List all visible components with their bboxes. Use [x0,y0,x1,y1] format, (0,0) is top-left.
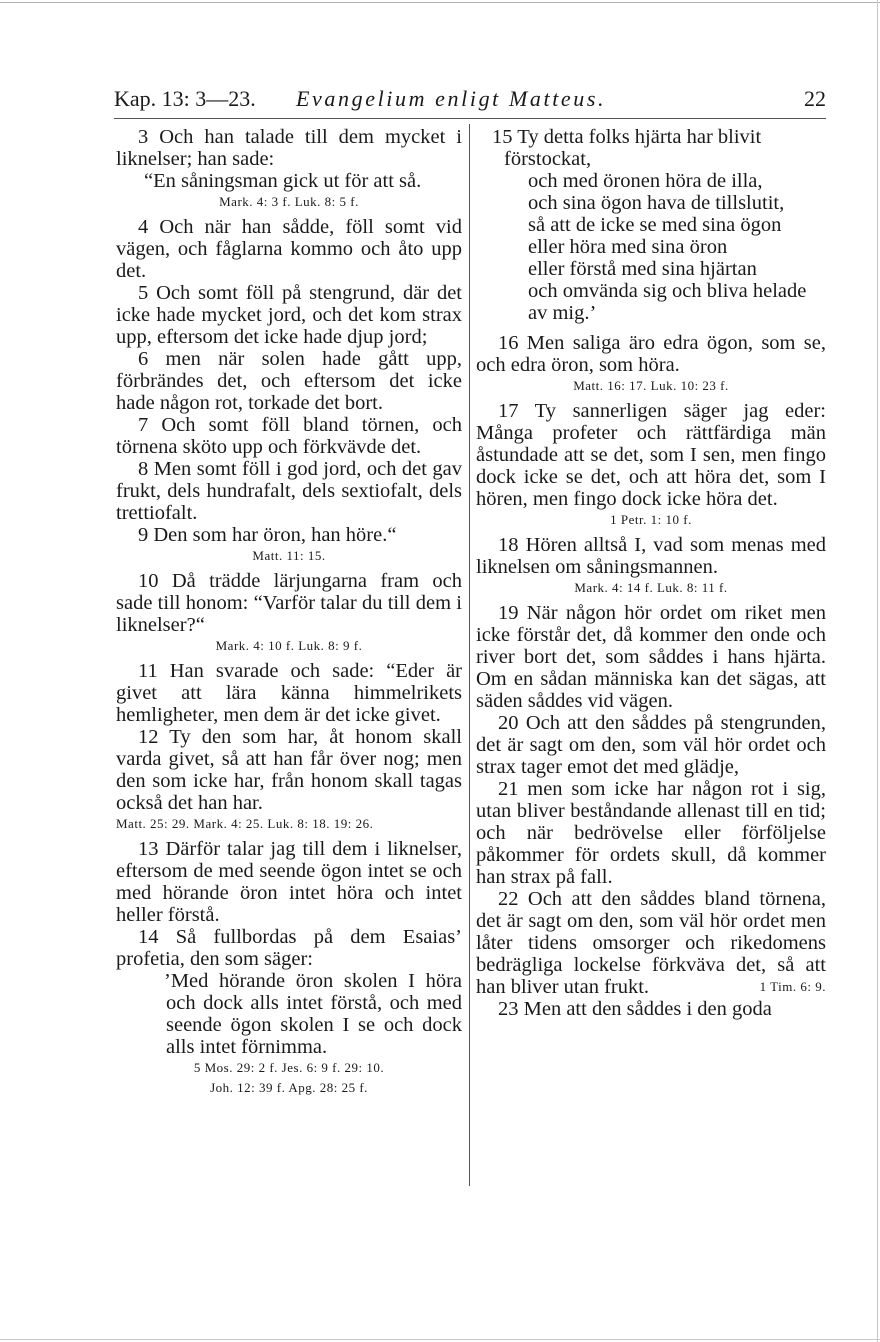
cross-reference: Mark. 4: 3 f. Luk. 8: 5 f. [219,194,359,209]
cross-reference: 1 Tim. 6: 9. [759,979,826,994]
column-divider [469,124,470,1186]
left-column [116,126,462,1102]
verse-17: 17 Ty sannerligen säger jag eder: Många profeter och rättfärdiga män åstundade att se det, som I sen, men fingo dock icke se det, och att höra det, som I hören, men fingo dock icke höra det. [476,400,826,510]
page-edge-right [877,0,878,1342]
verse-14-quote: ’Med hörande öron skolen I höra och dock alls intet förstå, och med seende ögon skolen I se och dock alls intet förnimma. [164,970,462,1058]
cross-reference: Joh. 12: 39 f. Apg. 28: 25 f. [210,1080,368,1095]
cross-reference: Mark. 4: 10 f. Luk. 8: 9 f. [215,638,363,653]
right-column [476,126,826,1020]
book-title: Evangelium enligt Matteus. [296,86,607,111]
verse-3-quote: “En såningsman gick ut för att så. [144,170,422,192]
cross-reference: Matt. 25: 29. Mark. 4: 25. Luk. 8: 18. 19: 26. [116,816,374,831]
cross-reference: Matt. 11: 15. [252,548,326,563]
verse-5: 5 Och somt föll på stengrund, där det icke hade mycket jord, och det kom strax upp, eftersom det icke hade djup jord; [116,282,462,348]
verse-9: 9 Den som har öron, han höre.“ [138,524,397,546]
verse-11: 11 Han svarade och sade: “Eder är givet att lära känna himmelrikets hemligheter, men dem är det icke givet. [116,660,462,726]
poem-line: och med öronen höra de illa, [528,170,763,192]
verse-23: 23 Men att den såddes i den goda [498,998,772,1020]
page-edge-bottom [0,1339,880,1340]
header-rule [114,118,826,119]
poem-line: och omvända sig och bliva helade av mig.’ [528,280,807,324]
cross-reference: Matt. 16: 17. Luk. 10: 23 f. [573,378,729,393]
verse-13: 13 Därför talar jag till dem i liknelser, eftersom de med seende ögon intet se och med hörande öron intet höra och intet heller förstå. [116,838,462,926]
verse-6: 6 men när solen hade gått upp, förbrändes det, och eftersom det icke hade någon rot, torkade det bort. [116,348,462,414]
verse-22: 22 Och att den såddes bland törnena, det är sagt om den, som väl hör ordet men låter tidens omsorger och rikedomens bedrägliga lockelse förkväva det, så att han bliver utan frukt. [476,888,826,998]
verse-20: 20 Och att den såddes på stengrunden, det är sagt om den, som väl hör ordet och strax tager emot det med glädje, [476,712,826,778]
chapter-reference: Kap. 13: 3—23. [114,86,256,111]
poem-line: och sina ögon hava de tillslutit, [528,192,785,214]
verse-4: 4 Och när han sådde, föll somt vid vägen, och fåglarna kommo och åto upp det. [116,216,462,282]
verse-16: 16 Men saliga äro edra ögon, som se, och edra öron, som höra. [476,332,826,376]
verse-14: 14 Så fullbordas på dem Esaias’ profetia, den som säger: [116,926,462,970]
page-edge-top [0,2,880,3]
poem-line: eller förstå med sina hjärtan [528,258,757,280]
verse-19: 19 När någon hör ordet om riket men icke förstår det, då kommer den onde och river bort det, som såddes i hans hjärta. Om en sådan människa kan det sägas, att säden såddes vid vägen. [476,602,826,712]
page-number: 22 [804,86,826,111]
verse-18: 18 Hören alltså I, vad som menas med liknelsen om såningsmannen. [476,534,826,578]
verse-15: 15 Ty detta folks hjärta har blivit förstockat, [492,126,762,170]
cross-reference: 1 Petr. 1: 10 f. [610,512,692,527]
verse-8: 8 Men somt föll i god jord, och det gav frukt, dels hundrafalt, dels sextiofalt, dels trettiofalt. [116,458,462,524]
verse-12: 12 Ty den som har, åt honom skall varda givet, så att han får över nog; men den som icke har, från honom skall tagas också det han har. [116,726,462,814]
verse-7: 7 Och somt föll bland törnen, och törnena sköto upp och förkvävde det. [116,414,462,458]
cross-reference: 5 Mos. 29: 2 f. Jes. 6: 9 f. 29: 10. [193,1060,385,1075]
verse-10: 10 Då trädde lärjungarna fram och sade till honom: “Varför talar du till dem i liknelser?“ [116,570,462,636]
poem-line: så att de icke se med sina ögon [528,214,782,236]
poem-line: eller höra med sina öron [528,236,728,258]
verse-3: 3 Och han talade till dem mycket i liknelser; han sade: [116,126,462,170]
cross-reference: Mark. 4: 14 f. Luk. 8: 11 f. [574,580,728,595]
running-header [114,86,826,118]
verse-21: 21 men som icke har någon rot i sig, utan bliver beståndande allenast till en tid; och när bedrövelse eller förföljelse påkommer för ordets skull, då kommer han strax på fall. [476,778,826,888]
